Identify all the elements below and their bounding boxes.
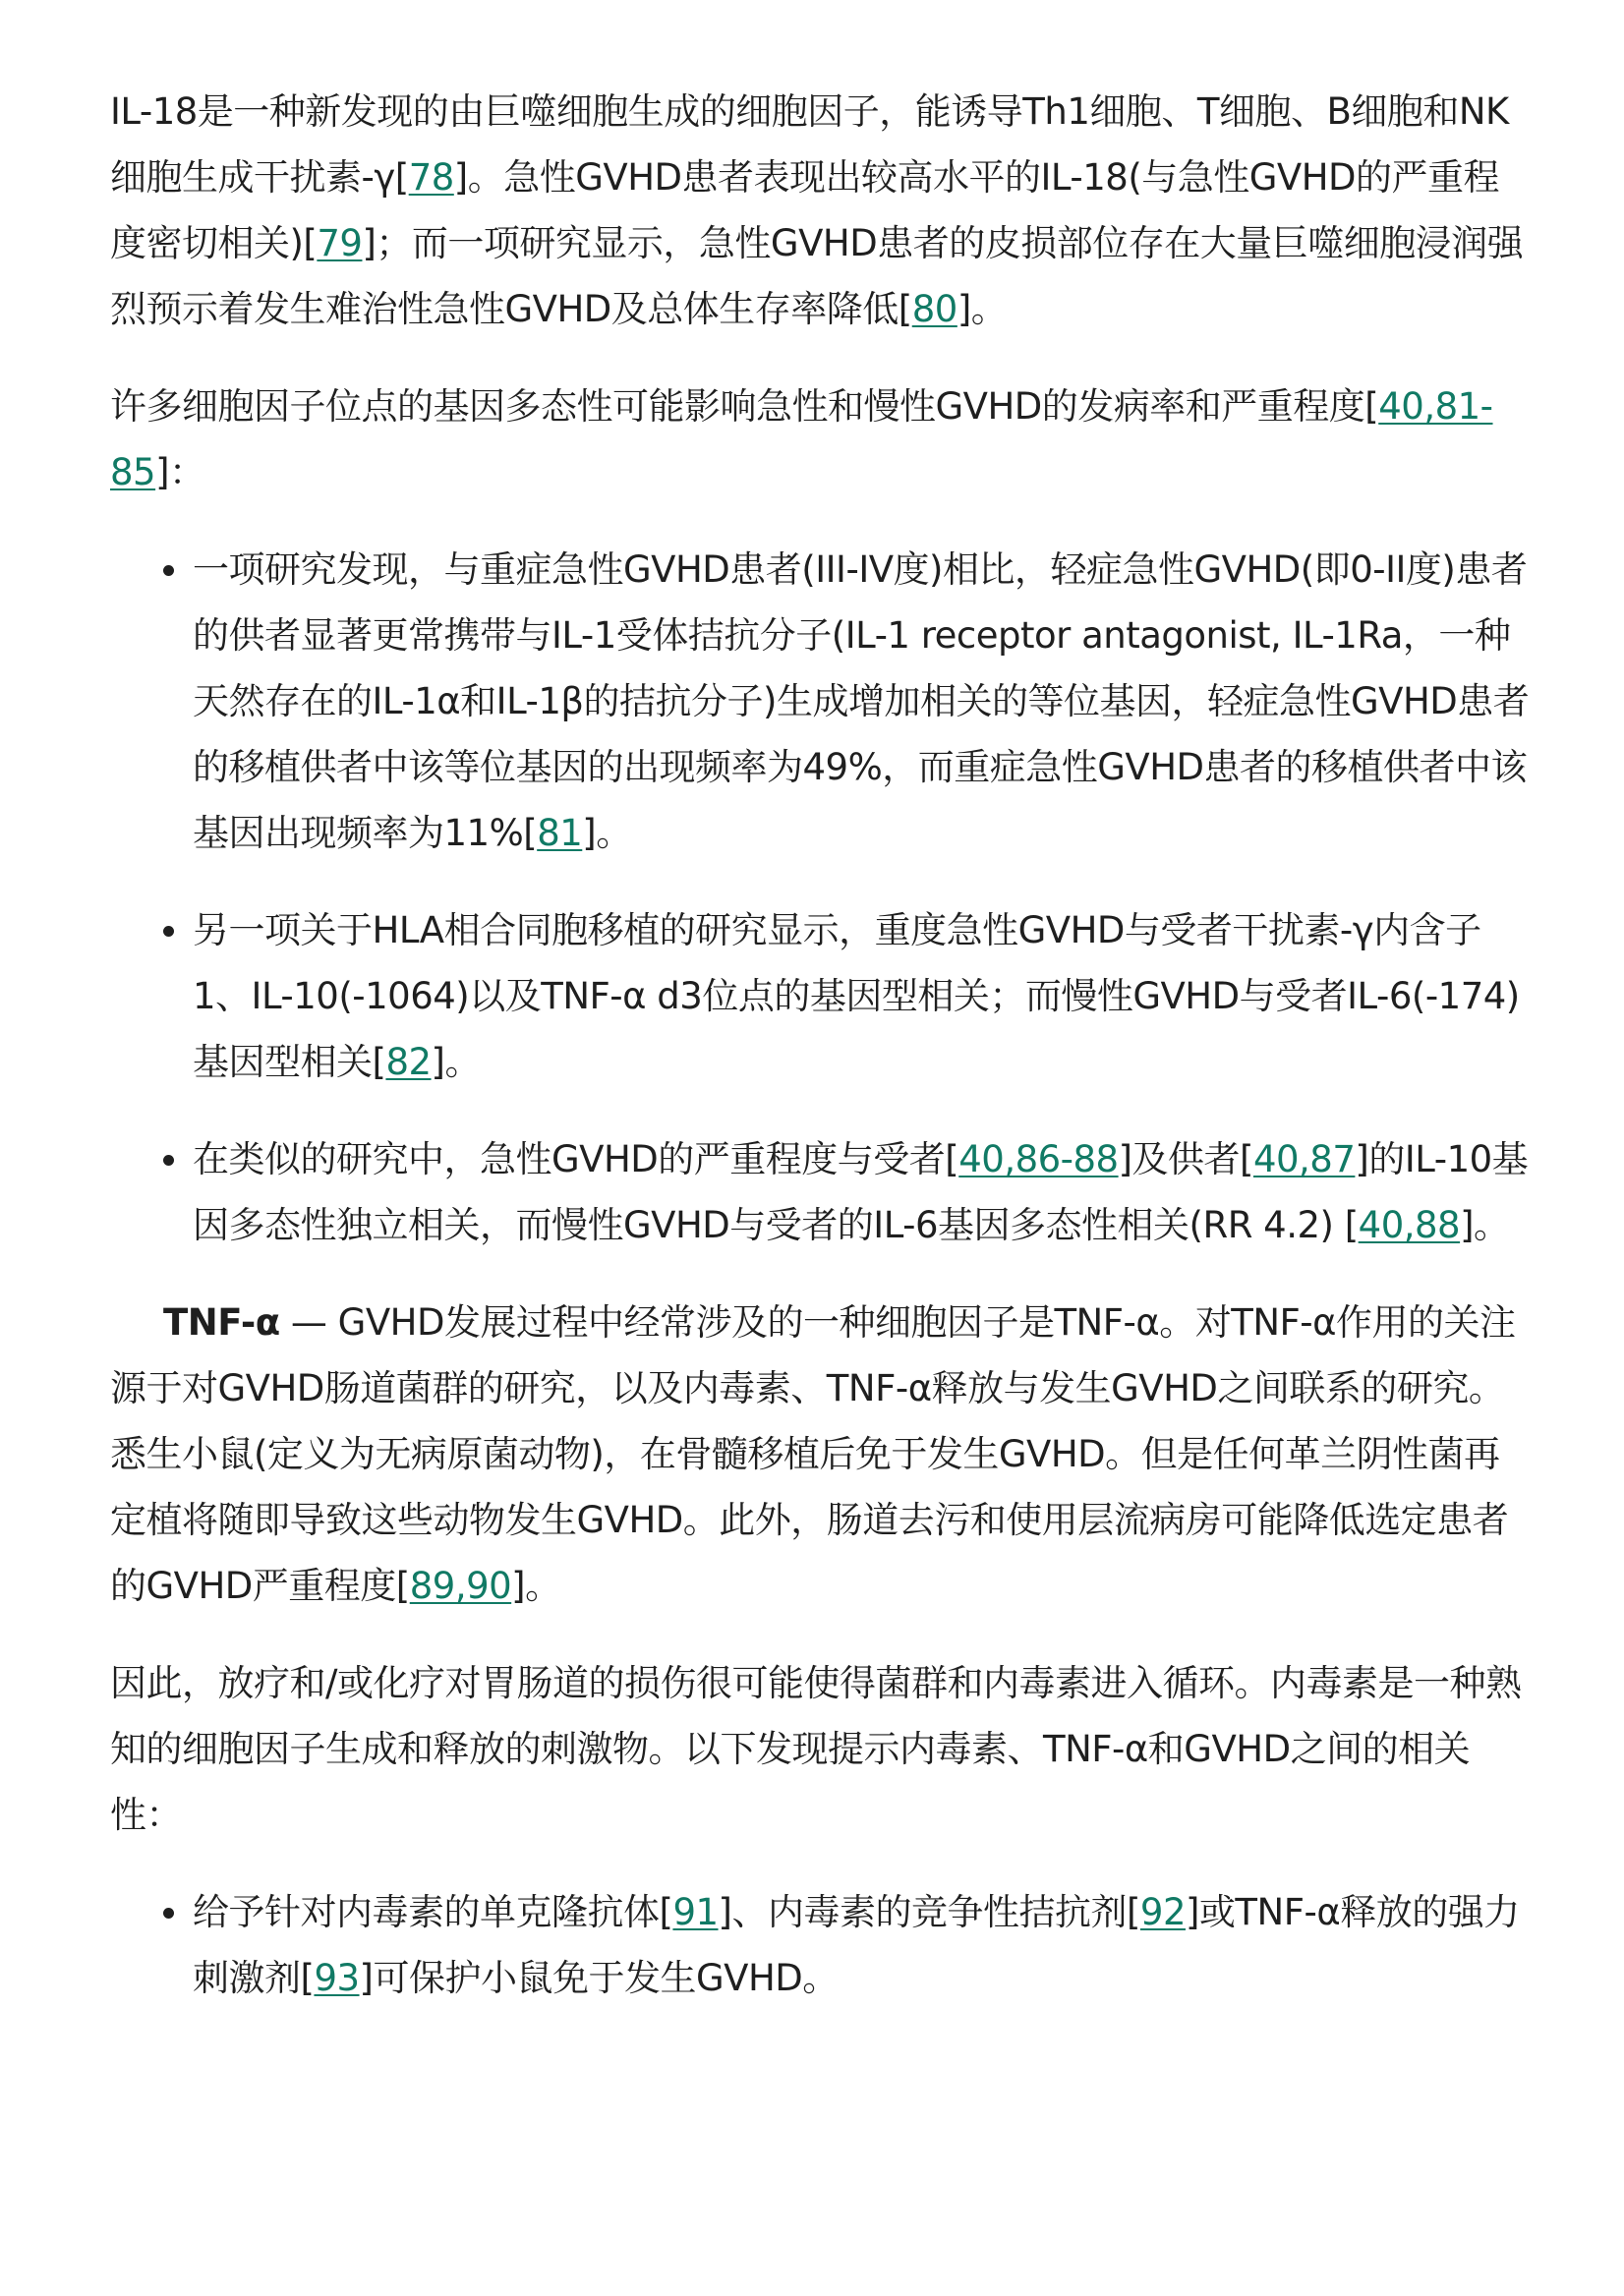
- text: 因此，放疗和/或化疗对胃肠道的损伤很可能使得菌群和内毒素进入循环。内毒素是一种熟知的细胞因子生成和释放的刺激物。以下发现提示内毒素、TNF-α和GVHD之间的相关性：: [110, 1662, 1522, 1836]
- reference-link-92[interactable]: 92: [1139, 1891, 1186, 1933]
- bullet-icon: [163, 565, 174, 576]
- text: ]。: [582, 812, 632, 854]
- text: ]。急性GVHD患者表现出较高水平的IL-18(与急性GVHD的严重程度密切相关)[: [110, 156, 1500, 264]
- bullet-icon: [163, 926, 174, 937]
- text: 另一项关于HLA相合同胞移植的研究显示，重度急性GVHD与受者干扰素-γ内含子1、IL-10(-1064)以及TNF-α d3位点的基因型相关；而慢性GVHD与受者IL-6(-174)基因型相关[: [193, 909, 1520, 1083]
- text: ]。: [511, 1565, 561, 1607]
- reference-link-78[interactable]: 78: [408, 156, 454, 199]
- reference-link-89-90[interactable]: 89,90: [409, 1565, 512, 1607]
- paragraph-polymorphism: [110, 373, 1534, 505]
- text: — GVHD发展过程中经常涉及的一种细胞因子是TNF-α。对TNF-α作用的关注源于对GVHD肠道菌群的研究，以及内毒素、TNF-α释放与发生GVHD之间联系的研究。悉生小鼠(定义为无病原菌动物)，在骨髓移植后免于发生GVHD。但是任何革兰阴性菌再定植将随即导致这些动物发生GVHD。此外，肠道去污和使用层流病房可能降低选定患者的GVHD严重程度[: [110, 1301, 1516, 1607]
- text: 给予针对内毒素的单克隆抗体[: [193, 1891, 673, 1933]
- text: ]可保护小鼠免于发生GVHD。: [359, 1957, 839, 1999]
- reference-link-82[interactable]: 82: [385, 1041, 432, 1083]
- list-item: [110, 897, 1534, 1095]
- list-item: [110, 1126, 1534, 1258]
- text: 在类似的研究中，急性GVHD的严重程度与受者[: [193, 1138, 959, 1180]
- bullet-icon: [163, 1155, 174, 1166]
- reference-link-40-87[interactable]: 40,87: [1252, 1138, 1356, 1180]
- list-item: [110, 1879, 1534, 2011]
- reference-link-40-86-88[interactable]: 40,86-88: [958, 1138, 1119, 1180]
- reference-link-80[interactable]: 80: [911, 288, 957, 330]
- list-item: [110, 537, 1534, 866]
- reference-link-79[interactable]: 79: [317, 222, 363, 264]
- text: ]：: [155, 451, 205, 493]
- text: ]或TNF-α释放的强力刺激剂[: [193, 1891, 1520, 1999]
- text: 许多细胞因子位点的基因多态性可能影响急性和慢性GVHD的发病率和严重程度[: [110, 385, 1379, 428]
- section-heading: TNF-α: [163, 1301, 280, 1344]
- bullet-list-polymorphism: [110, 537, 1534, 1258]
- text: 一项研究发现，与重症急性GVHD患者(III-IV度)相比，轻症急性GVHD(即0-II度)患者的供者显著更常携带与IL-1受体拮抗分子(IL-1 receptor antagonist, IL-1Ra，一种天然存在的IL-1α和IL-1β的拮抗分子)生成增加相关的等位基因，轻症急性GVHD患者的移植供者中该等位基因的出现频率为49%，而重症急性GVHD患者的移植供者中该基因出现频率为11%[: [193, 548, 1530, 854]
- bullet-list-endotoxin: [110, 1879, 1534, 2011]
- text: ]、内毒素的竞争性拮抗剂[: [718, 1891, 1140, 1933]
- reference-link-81[interactable]: 81: [537, 812, 583, 854]
- bullet-icon: [163, 1908, 174, 1919]
- text: ]；而一项研究显示，急性GVHD患者的皮损部位存在大量巨噬细胞浸润强烈预示着发生难治性急性GVHD及总体生存率降低[: [110, 222, 1524, 330]
- text: ]的IL-10基因多态性独立相关，而慢性GVHD与受者的IL-6基因多态性相关(RR 4.2) [: [193, 1138, 1529, 1246]
- text: ]及供者[: [1118, 1138, 1253, 1180]
- text: ]。: [1460, 1204, 1510, 1246]
- reference-link-91[interactable]: 91: [672, 1891, 719, 1933]
- text: ]。: [431, 1041, 481, 1083]
- text: ]。: [957, 288, 1008, 330]
- reference-link-40-81-85[interactable]: 40,81-85: [110, 385, 1493, 493]
- paragraph-endotoxin: [110, 1650, 1534, 1848]
- reference-link-93[interactable]: 93: [314, 1957, 360, 1999]
- reference-link-40-88[interactable]: 40,88: [1358, 1204, 1461, 1246]
- text: IL-18是一种新发现的由巨噬细胞生成的细胞因子，能诱导Th1细胞、T细胞、B细胞和NK细胞生成干扰素-γ[: [110, 90, 1509, 199]
- paragraph-il18: [110, 79, 1534, 342]
- paragraph-tnf-alpha: [110, 1290, 1534, 1619]
